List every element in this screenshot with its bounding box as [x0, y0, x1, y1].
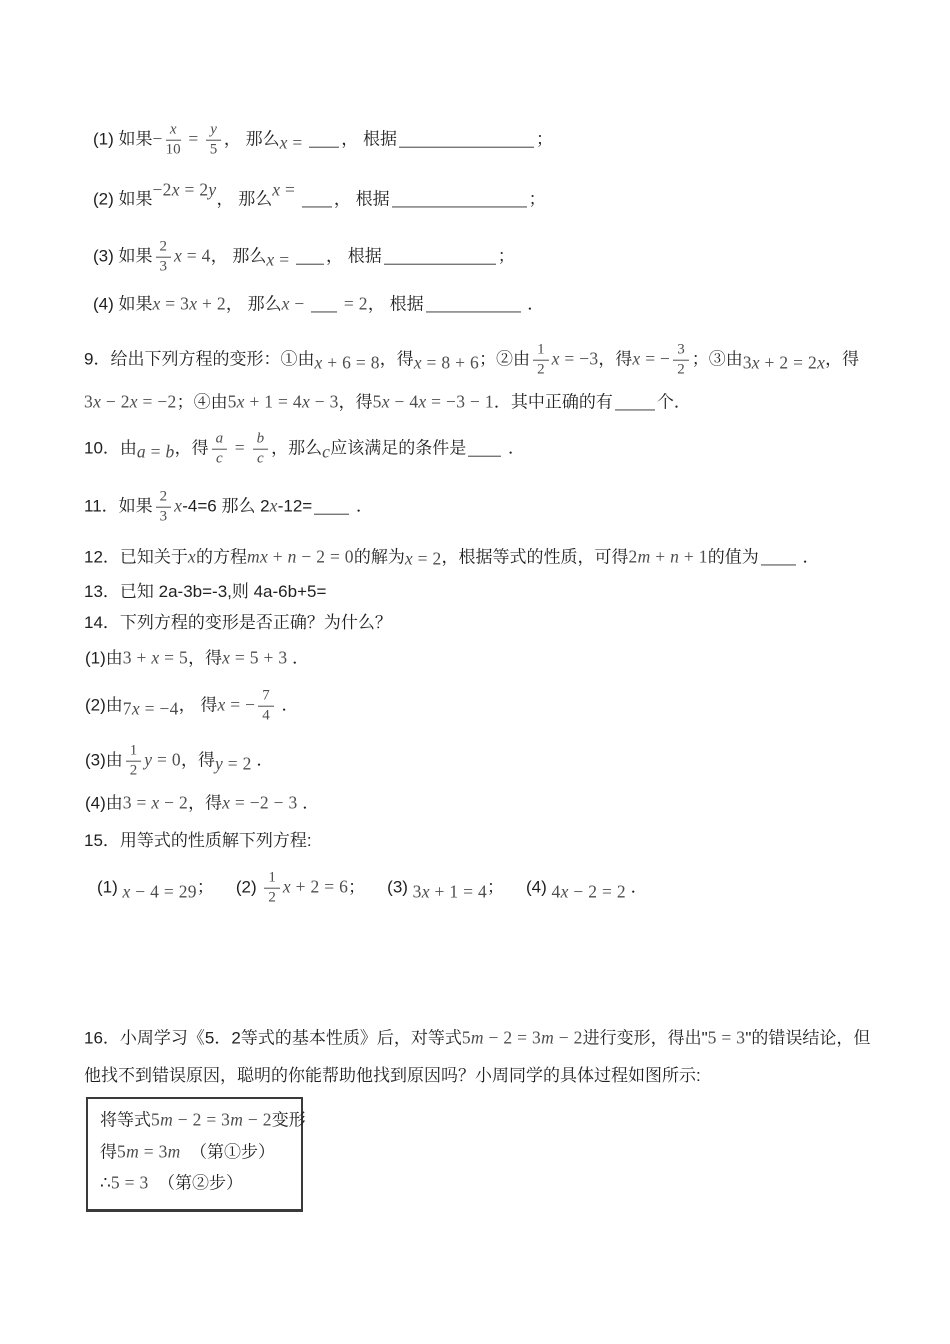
text-run: （第②步）: [148, 1173, 243, 1193]
fraction-numerator: b: [253, 431, 269, 450]
q13: [84, 581, 326, 603]
math-expression: 5 = 3: [110, 1172, 149, 1193]
fraction-numerator: 2: [156, 489, 172, 508]
fraction-numerator: 1: [126, 743, 142, 762]
text-run: (1) 如果: [93, 129, 153, 149]
text-run: (4) 如果: [93, 294, 153, 314]
text-run: (2): [235, 877, 262, 897]
math-expression: x + 2 = 6: [282, 876, 349, 897]
math-expression: x = 8 + 6: [413, 352, 480, 373]
math-expression: x: [174, 495, 183, 516]
answer-blank: [399, 146, 534, 147]
text-run: 10．由: [84, 438, 137, 458]
q14: [84, 612, 392, 634]
math-expression: 3x + 2 = 2x: [742, 352, 826, 373]
math-expression: 2m + n + 1: [628, 546, 708, 567]
text-run: 14．下列方程的变形是否正确？为什么？: [84, 612, 392, 632]
text-run: ，得: [188, 648, 223, 668]
fraction: [126, 743, 142, 780]
math-expression: 5m − 2 = 3m − 2: [151, 1109, 272, 1130]
figure-box-line1: [100, 1108, 306, 1131]
figure-box-line2: [100, 1140, 275, 1163]
math-expression: −: [152, 128, 163, 149]
text-run: （第①步）: [180, 1142, 276, 1162]
math-expression: x: [269, 495, 278, 516]
q16-line1: [84, 1026, 870, 1049]
text-run: ，那么: [271, 438, 323, 458]
text-run: ，得: [174, 438, 209, 458]
math-expression: a = b: [136, 441, 175, 462]
math-expression: x − 4 = 29: [122, 881, 197, 902]
text-run: -12=: [277, 496, 313, 516]
text-run: ．: [251, 750, 274, 770]
math-expression: x: [187, 546, 196, 567]
text-run: ；: [497, 246, 515, 266]
text-run: ．: [297, 793, 320, 813]
q10: [84, 431, 525, 468]
text-run: ，得: [188, 793, 223, 813]
q11: [84, 489, 373, 526]
math-expression: x = 3x + 2: [152, 293, 226, 314]
q15-equations: [97, 870, 648, 907]
math-expression: 3x + 1 = 4: [412, 881, 488, 902]
math-expression: 3 + x = 5: [122, 647, 189, 668]
q16-line2: [84, 1065, 701, 1087]
answer-blank: [309, 146, 339, 147]
text-run: ， 根据: [341, 129, 397, 149]
text-run: ；: [528, 189, 546, 209]
answer-blank: [314, 513, 349, 514]
fraction-denominator: 2: [537, 361, 545, 378]
answer-blank: [392, 206, 527, 207]
math-expression: 5x − 4x = −3 − 1: [372, 391, 494, 412]
text-run: 他找不到错误原因，聪明的你能帮助他找到原因吗？小周同学的具体过程如图所示:: [84, 1065, 701, 1085]
math-expression: x =: [266, 249, 290, 270]
fraction: [206, 122, 221, 159]
q14-sub4: [85, 791, 319, 814]
text-run: (1)由: [85, 648, 123, 668]
text-run: 的值为: [707, 547, 759, 567]
fraction: [156, 489, 172, 526]
fraction-denominator: 3: [159, 258, 167, 275]
text-run: ， 那么: [210, 246, 267, 266]
q15: [84, 830, 312, 852]
math-expression: 4x − 2 = 2: [551, 881, 626, 902]
q12: [84, 545, 820, 568]
text-run: ，根据等式的性质，可得: [441, 547, 629, 567]
q-item-1: [93, 122, 553, 159]
fraction-numerator: x: [166, 122, 181, 141]
answer-blank: [296, 263, 324, 264]
math-expression: = 2: [343, 293, 368, 314]
text-run: ；: [348, 877, 366, 897]
fraction-denominator: 3: [159, 508, 168, 525]
answer-blank: [426, 311, 521, 312]
text-run: ；: [535, 129, 553, 149]
text-run: ，得: [379, 349, 414, 369]
text-run: ，得: [180, 750, 215, 770]
text-run: 进行变形，得出": [582, 1028, 708, 1048]
math-expression: y = 2: [214, 753, 252, 774]
fraction-denominator: 2: [677, 361, 685, 378]
math-expression: −2x = 2y: [152, 179, 217, 200]
text-run: ， 那么: [216, 189, 273, 209]
text-run: 16．小周学习《5．2等式的基本性质》后，对等式: [84, 1028, 462, 1048]
text-run: ， 得: [178, 695, 218, 715]
math-expression: x =: [272, 179, 296, 200]
fraction: [264, 870, 280, 907]
fraction-numerator: 2: [156, 239, 172, 258]
fraction-denominator: c: [216, 450, 223, 467]
fraction-denominator: 10: [165, 141, 181, 158]
text-run: ．: [351, 496, 373, 516]
fraction: [253, 431, 269, 468]
q14-sub3: [85, 743, 273, 780]
text-run: (2)由: [85, 695, 123, 715]
answer-blank: [615, 409, 655, 410]
math-expression: =: [234, 437, 245, 458]
fraction: [258, 688, 274, 725]
fraction: [673, 342, 689, 379]
text-run: ， 根据: [326, 246, 382, 266]
figure-box-line3: [100, 1171, 243, 1194]
fraction: [166, 122, 181, 159]
text-run: ；②由: [479, 349, 531, 369]
text-run: 的解为: [353, 547, 405, 567]
fraction-numerator: 1: [533, 342, 549, 361]
text-run: 12．已知关于: [84, 547, 188, 567]
text-run: (1): [97, 877, 123, 897]
text-run: 得: [100, 1142, 117, 1162]
math-expression: x = 2: [404, 548, 442, 569]
text-run: 11．如果: [84, 496, 153, 516]
fraction-denominator: 2: [129, 762, 138, 779]
text-run: (2) 如果: [93, 189, 153, 209]
text-run: ∴: [100, 1173, 111, 1193]
fraction-denominator: 2: [268, 889, 276, 906]
math-expression: 5m = 3m: [117, 1141, 181, 1162]
math-expression: x = 4: [174, 245, 211, 266]
q-item-3: [93, 239, 515, 276]
math-expression: x = −: [632, 348, 671, 369]
fraction-denominator: c: [257, 450, 264, 467]
math-expression: 5m − 2 = 3m − 2: [461, 1027, 583, 1048]
fraction-numerator: y: [206, 122, 221, 141]
fraction-denominator: 4: [262, 707, 270, 724]
text-run: ．: [503, 438, 525, 458]
text-run: ， 根据: [333, 189, 390, 209]
q-item-2: [93, 179, 546, 210]
fraction-numerator: 1: [264, 870, 280, 889]
answer-blank: [384, 263, 496, 264]
text-run: ．: [625, 877, 648, 897]
q14-sub1: [85, 646, 309, 669]
text-run: (4): [526, 877, 552, 897]
answer-blank: [311, 311, 337, 312]
q14-sub2: [85, 688, 298, 725]
math-expression: 3 = x − 2: [122, 792, 189, 813]
text-run: ．: [276, 695, 299, 715]
text-run: 9．给出下列方程的变形：①由: [84, 349, 315, 369]
math-expression: x −: [281, 293, 305, 314]
fraction-numerator: 7: [258, 688, 274, 707]
fraction-numerator: a: [212, 431, 228, 450]
math-expression: 5 = 3: [707, 1027, 746, 1048]
math-expression: 7x = −4: [122, 698, 179, 719]
text-run: 应该满足的条件是: [330, 438, 467, 458]
text-run: ， 根据: [367, 294, 424, 314]
text-run: ．: [287, 648, 310, 668]
math-expression: x + 6 = 8: [314, 352, 380, 373]
text-run: 15．用等式的性质解下列方程:: [84, 830, 312, 850]
math-expression: =: [188, 128, 199, 149]
fraction-denominator: 5: [209, 141, 218, 158]
text-run: 变形: [271, 1110, 306, 1130]
math-expression: x = −2 − 3: [222, 792, 298, 813]
math-expression: mx + n − 2 = 0: [247, 546, 354, 567]
text-run: ，得: [825, 349, 860, 369]
answer-blank: [761, 564, 796, 565]
text-run: ；③由: [691, 349, 743, 369]
text-run: -4=6 那么 2: [182, 496, 270, 516]
fraction: [533, 342, 549, 379]
text-run: "的错误结论，但: [745, 1028, 871, 1048]
math-expression: x = −3: [551, 348, 599, 369]
fraction: [212, 431, 228, 468]
text-run: ．: [522, 294, 545, 314]
text-run: ， 那么: [223, 129, 280, 149]
answer-blank: [302, 206, 332, 207]
text-run: (3): [387, 877, 413, 897]
math-expression: x = 5 + 3: [222, 647, 288, 668]
q9-line1: [84, 342, 859, 379]
text-run: ；: [196, 877, 214, 897]
text-run: ， 那么: [225, 294, 282, 314]
math-expression: x = −: [217, 694, 256, 715]
fraction-numerator: 3: [673, 342, 689, 361]
text-run: ；④由: [176, 392, 228, 412]
text-run: ．其中正确的有: [493, 392, 613, 412]
text-run: 个．: [656, 392, 691, 412]
text-run: ，得: [338, 392, 373, 412]
text-run: 13．已知 2a-3b=-3,则 4a-6b+5=: [84, 581, 327, 601]
text-run: 的方程: [196, 547, 247, 567]
math-expression: y = 0: [144, 749, 181, 770]
answer-blank: [468, 455, 501, 456]
math-expression: c: [322, 441, 331, 462]
text-run: (3) 如果: [93, 246, 153, 266]
text-run: ，得: [598, 349, 633, 369]
math-expression: 5x + 1 = 4x − 3: [227, 391, 339, 412]
fraction: [156, 239, 172, 276]
text-run: (4)由: [85, 793, 123, 813]
text-run: (3)由: [85, 750, 123, 770]
math-expression: 3x − 2x = −2: [84, 391, 177, 412]
text-run: ；: [487, 877, 505, 897]
text-run: ．: [797, 547, 820, 567]
text-run: 将等式: [100, 1110, 151, 1130]
q-item-4: [93, 292, 544, 315]
q9-line2: [84, 390, 691, 413]
math-expression: x =: [279, 132, 303, 153]
